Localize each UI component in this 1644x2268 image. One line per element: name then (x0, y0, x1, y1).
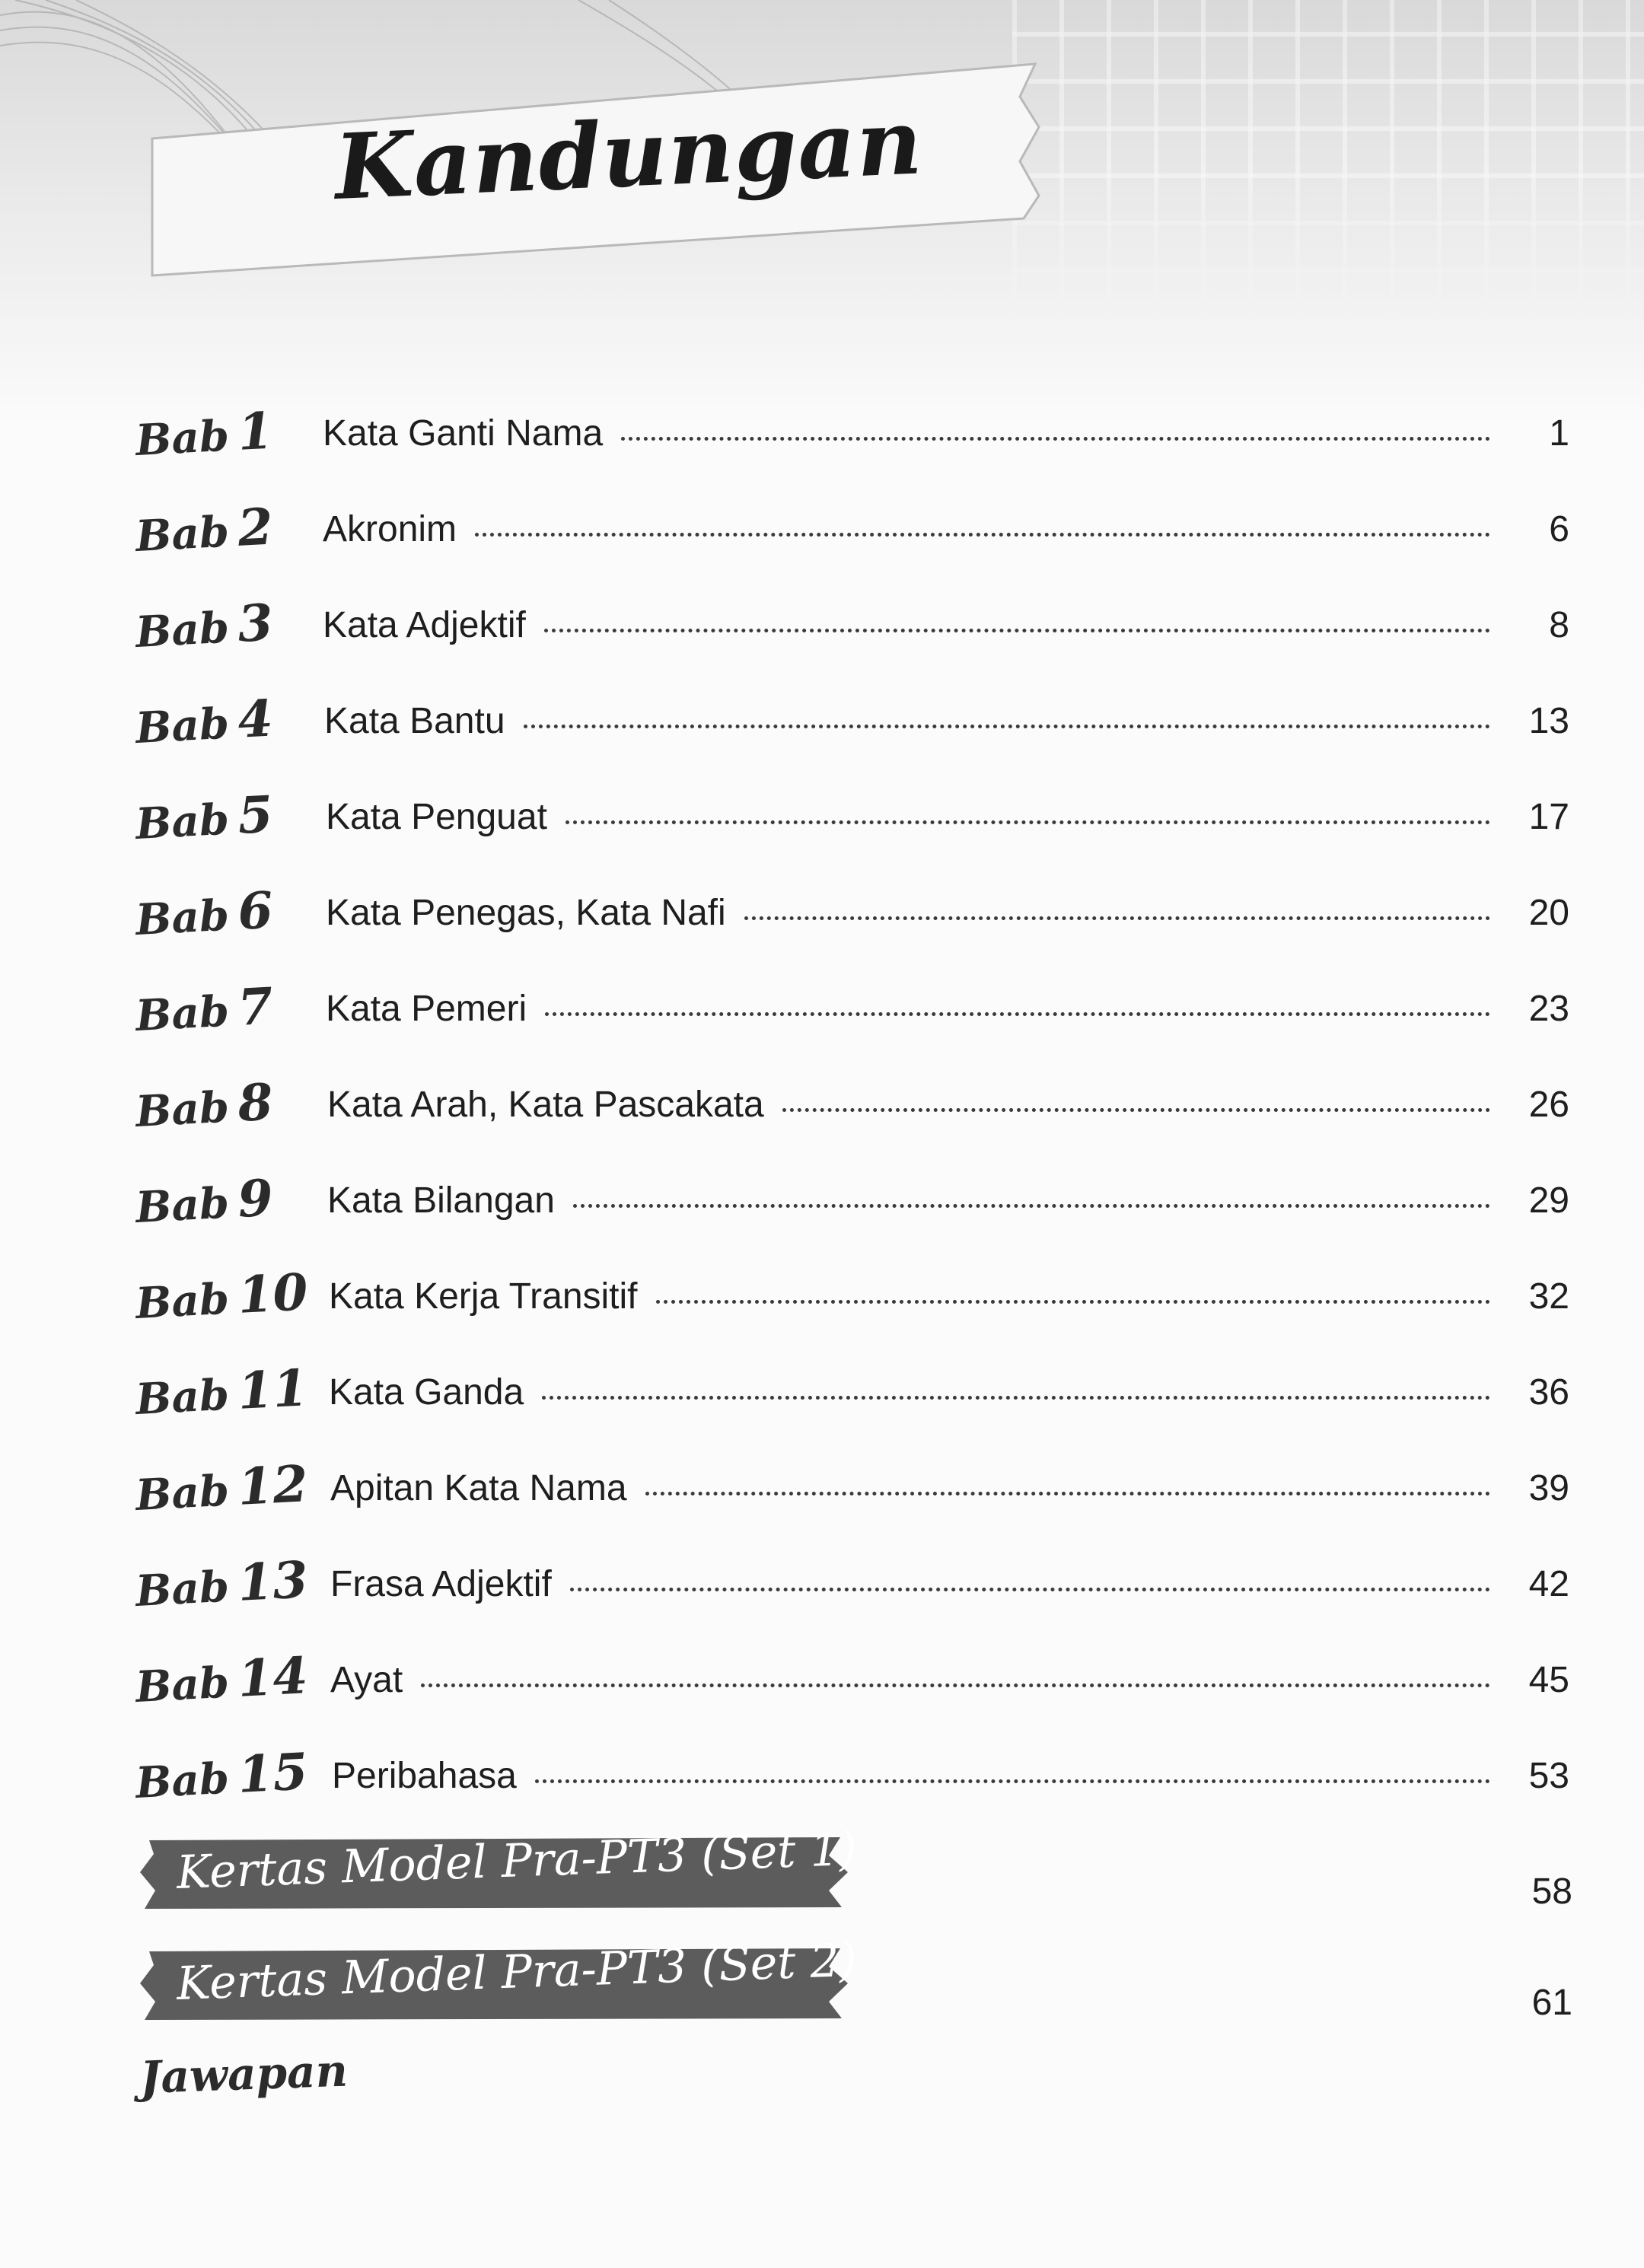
chapter-prefix: Bab (134, 1561, 231, 1617)
page-number: 20 (1528, 893, 1569, 933)
chapter-number: 4 (236, 688, 275, 750)
dot-leader (782, 1108, 1490, 1112)
chapter-badge (134, 785, 275, 851)
page-number: 23 (1528, 989, 1569, 1029)
dot-leader (542, 1396, 1490, 1400)
chapter-number: 2 (236, 496, 275, 558)
chapter-badge (134, 1168, 275, 1234)
chapter-number: 8 (236, 1072, 275, 1133)
chapter-number: 14 (236, 1645, 310, 1709)
toc-entry (0, 785, 1644, 854)
chapter-number: 9 (236, 1167, 275, 1229)
chapter-title: Kata Bantu (324, 701, 505, 741)
dot-leader (656, 1300, 1490, 1304)
chapter-badge (134, 689, 275, 755)
dot-leader (421, 1683, 1490, 1687)
page-number: 58 (1531, 1871, 1572, 1912)
toc-entry (0, 1645, 1644, 1717)
chapter-number: 7 (236, 976, 275, 1037)
chapter-prefix: Bab (134, 986, 231, 1041)
page-title: Kandungan (332, 88, 925, 220)
chapter-title: Kata Kerja Transitif (329, 1276, 638, 1317)
chapter-title: Kata Ganti Nama (323, 413, 604, 454)
toc-entry (0, 402, 1644, 470)
toc-entry (0, 1550, 1644, 1621)
page-number: 42 (1528, 1564, 1569, 1604)
model-paper-label: Kertas Model Pra-PT3 (Set 1) (175, 1822, 859, 1900)
chapter-title: Kata Penguat (326, 797, 547, 837)
chapter-number: 15 (236, 1741, 310, 1805)
page-number: 36 (1528, 1372, 1569, 1413)
chapter-badge (134, 1454, 309, 1522)
page-number: 13 (1528, 701, 1569, 741)
dot-leader (535, 1779, 1490, 1783)
chapter-badge (134, 401, 275, 467)
dot-leader (545, 1012, 1490, 1016)
chapter-title: Kata Bilangan (327, 1180, 555, 1221)
chapter-badge (134, 1262, 309, 1330)
toc-entry (0, 498, 1644, 566)
page-number: 6 (1549, 509, 1569, 549)
toc-entry (0, 1454, 1644, 1525)
chapter-number: 11 (236, 1358, 310, 1421)
dot-leader (544, 629, 1490, 632)
chapter-badge (134, 1358, 309, 1426)
chapter-title: Kata Arah, Kata Pascakata (327, 1085, 764, 1125)
page-number: 29 (1528, 1180, 1569, 1221)
page-number: 61 (1531, 1983, 1572, 2023)
chapter-title: Peribahasa (332, 1756, 517, 1796)
toc-entry (0, 977, 1644, 1046)
chapter-prefix: Bab (134, 410, 231, 466)
page-number: 32 (1528, 1276, 1569, 1317)
dot-leader (524, 725, 1490, 728)
chapter-badge (134, 976, 275, 1043)
chapter-number: 13 (236, 1550, 310, 1613)
chapter-prefix: Bab (134, 1465, 231, 1521)
chapter-prefix: Bab (134, 1753, 231, 1808)
chapter-number: 12 (236, 1454, 310, 1517)
chapter-number: 3 (236, 592, 275, 654)
dot-leader (566, 820, 1490, 824)
chapter-badge (134, 1741, 309, 1810)
chapter-badge (134, 593, 275, 659)
toc-entry (0, 690, 1644, 758)
chapter-prefix: Bab (134, 1657, 231, 1712)
toc-entry (0, 1169, 1644, 1238)
chapter-title: Kata Pemeri (326, 989, 527, 1029)
toc-entry (0, 594, 1644, 662)
dot-leader (475, 533, 1490, 537)
page-number: 45 (1528, 1660, 1569, 1700)
page-number: 8 (1549, 605, 1569, 645)
toc-entry (0, 1073, 1644, 1142)
chapter-badge (134, 1645, 309, 1714)
chapter-badge (134, 1550, 309, 1618)
page-number: 17 (1528, 797, 1569, 837)
dot-leader (621, 437, 1490, 441)
chapter-badge (134, 881, 275, 947)
dot-leader (570, 1588, 1490, 1591)
chapter-prefix: Bab (134, 1369, 231, 1425)
model-paper-entry (0, 1822, 1644, 1918)
model-paper-entry (0, 1933, 1644, 2029)
chapter-prefix: Bab (134, 890, 231, 945)
answers-heading: Jawapan (139, 2044, 349, 2104)
chapter-prefix: Bab (134, 602, 231, 658)
chapter-prefix: Bab (134, 1177, 231, 1233)
chapter-prefix: Bab (134, 506, 231, 562)
chapter-number: 6 (236, 880, 275, 941)
chapter-badge (134, 1072, 275, 1139)
chapter-title: Kata Penegas, Kata Nafi (326, 893, 726, 933)
toc-entry (0, 881, 1644, 950)
dot-leader (744, 916, 1490, 920)
chapter-number: 1 (236, 400, 275, 462)
chapter-prefix: Bab (134, 698, 231, 753)
chapter-title: Kata Adjektif (323, 605, 526, 645)
toc-entry (0, 1262, 1644, 1333)
chapter-title: Ayat (330, 1660, 403, 1700)
chapter-number: 5 (236, 784, 275, 846)
chapter-prefix: Bab (134, 794, 231, 849)
toc-entry (0, 1741, 1644, 1813)
chapter-title: Akronim (323, 509, 457, 549)
dot-leader (645, 1492, 1490, 1496)
page-number: 1 (1549, 413, 1569, 454)
chapter-number: 10 (236, 1262, 310, 1325)
chapter-badge (134, 497, 275, 563)
toc-entry (0, 1358, 1644, 1429)
page-number: 26 (1528, 1085, 1569, 1125)
chapter-prefix: Bab (134, 1081, 231, 1137)
model-paper-label: Kertas Model Pra-PT3 (Set 2) (175, 1933, 859, 2011)
chapter-title: Frasa Adjektif (330, 1564, 552, 1604)
page-number: 39 (1528, 1468, 1569, 1508)
chapter-prefix: Bab (134, 1273, 231, 1329)
page-number: 53 (1528, 1756, 1569, 1796)
chapter-title: Apitan Kata Nama (330, 1468, 627, 1508)
chapter-title: Kata Ganda (329, 1372, 524, 1413)
dot-leader (573, 1204, 1490, 1208)
